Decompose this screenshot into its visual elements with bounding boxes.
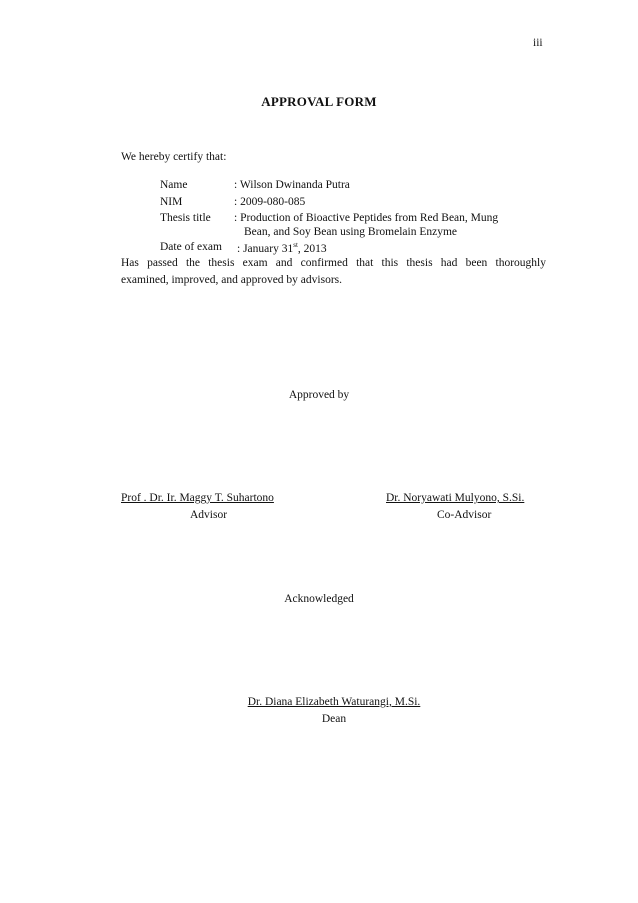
date-of-exam-value (237, 241, 327, 255)
statement-line-1: Has passed the thesis exam and confirmed that this thesis had been thoroughly (121, 257, 546, 269)
dean-name-wrapper (0, 696, 638, 708)
coadvisor-role: Co-Advisor (437, 509, 492, 521)
date-suffix: , 2013 (297, 243, 327, 255)
name-value: : Wilson Dwinanda Putra (234, 179, 350, 191)
date-of-exam-label: Date of exam (160, 241, 222, 253)
thesis-title-value-continued: Bean, and Soy Bean using Bromelain Enzyme (244, 226, 458, 238)
name-label: Name (160, 179, 188, 191)
date-prefix: : January 31 (237, 243, 294, 255)
thesis-title-value: : Production of Bioactive Peptides from Red Bean, Mung (234, 212, 499, 224)
approved-by-heading: Approved by (288, 389, 350, 401)
thesis-title-label: Thesis title (160, 212, 211, 224)
advisor-name: Prof . Dr. Ir. Maggy T. Suhartono (121, 492, 274, 504)
page-title: APPROVAL FORM (261, 94, 377, 109)
statement-line-2: examined, improved, and approved by advisors. (121, 274, 342, 286)
approval-statement (121, 255, 546, 289)
acknowledged-heading: Acknowledged (284, 593, 354, 605)
coadvisor-name: Dr. Noryawati Mulyono, S.Si. (386, 492, 525, 504)
advisor-role: Advisor (190, 509, 228, 521)
dean-role: Dean (321, 713, 347, 725)
dean-name: Dr. Diana Elizabeth Waturangi, M.Si. (247, 696, 421, 708)
nim-label: NIM (160, 196, 183, 208)
nim-value: : 2009-080-085 (234, 196, 306, 208)
date-ordinal: st (293, 241, 298, 249)
page-number: iii (533, 37, 543, 49)
certification-intro: We hereby certify that: (121, 151, 227, 163)
